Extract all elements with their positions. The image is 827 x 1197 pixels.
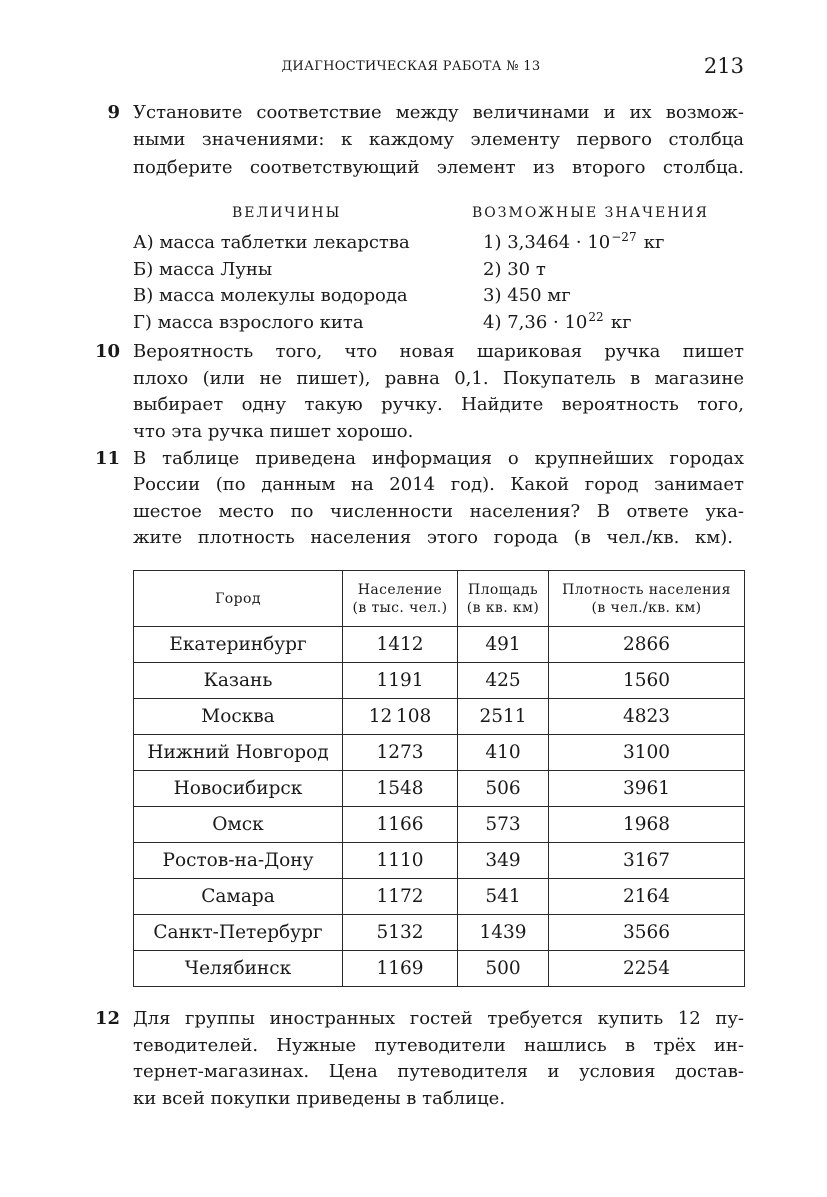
matching-headers (0, 204, 827, 222)
table-row (134, 879, 745, 915)
table-row (134, 951, 745, 987)
city-cell: Ростов-на-Дону (134, 843, 343, 879)
quantity-item: Г) масса взрослого кита (133, 312, 364, 334)
text-line: ки всей покупки приведены в таблице. (133, 1088, 506, 1110)
problem-text (133, 1006, 744, 1113)
population-cell: 1548 (343, 771, 458, 807)
population-cell: 1166 (343, 807, 458, 843)
values-column (483, 230, 744, 337)
area-cell: 410 (458, 735, 549, 771)
text-line: жите плотность населения этого города (в чел./кв. км). (133, 527, 733, 549)
population-cell: 1110 (343, 843, 458, 879)
area-cell: 573 (458, 807, 549, 843)
value-exponent: 22 (588, 310, 604, 325)
problem-number: 10 (94, 341, 120, 362)
area-cell: 425 (458, 663, 549, 699)
density-cell: 3167 (549, 843, 745, 879)
area-cell: 349 (458, 843, 549, 879)
text-line: тернет-магазинах. Цена путеводителя и условия достав- (133, 1061, 744, 1083)
area-cell: 491 (458, 627, 549, 663)
table-row (134, 915, 745, 951)
text-line: выбирает одну такую ручку. Найдите вероятность того, (133, 394, 744, 416)
text-line: ными значениями: к каждому элементу первого столбца (133, 129, 744, 151)
value-base: 1) 3,3464 · 10 (483, 232, 611, 253)
area-cell: 500 (458, 951, 549, 987)
table-row (134, 627, 745, 663)
quantity-item: В) масса молекулы водорода (133, 285, 408, 307)
text-line: В таблице приведена информация о крупнейших городах (133, 448, 744, 469)
density-cell: 3961 (549, 771, 745, 807)
problem-number: 12 (94, 1008, 120, 1029)
text-line: Установите соответствие между величинами и их возмож- (133, 102, 744, 123)
value-base: 3) 450 мг (483, 285, 571, 307)
text-line: подберите соответствующий элемент из второго столбца. (133, 156, 744, 178)
problem-text (133, 446, 744, 552)
quantities-header: ВЕЛИЧИНЫ (232, 205, 342, 221)
population-cell: 1273 (343, 735, 458, 771)
population-cell: 1191 (343, 663, 458, 699)
area-cell: 2511 (458, 699, 549, 735)
density-cell: 3100 (549, 735, 745, 771)
value-item (483, 283, 744, 310)
problem-text (133, 99, 744, 181)
population-cell: 1172 (343, 879, 458, 915)
value-item (483, 310, 744, 337)
header-line: (в тыс. чел.) (352, 599, 448, 616)
text-line: теводителей. Нужные путеводители нашлись в трёх ин- (133, 1034, 744, 1056)
text-line: шестое место по численности населения? В ответе ука- (133, 500, 744, 522)
header-line: (в кв. км) (466, 599, 540, 616)
column-header-area (458, 571, 549, 627)
cities-table (133, 570, 745, 987)
value-unit: кг (643, 232, 665, 253)
value-unit: кг (610, 312, 632, 334)
density-cell: 1560 (549, 663, 745, 699)
header-line: Население (357, 581, 443, 598)
density-cell: 3566 (549, 915, 745, 951)
city-cell: Самара (134, 879, 343, 915)
column-header-city (134, 571, 343, 627)
table-row (134, 771, 745, 807)
area-cell: 541 (458, 879, 549, 915)
city-cell: Омск (134, 807, 343, 843)
problem-number: 9 (107, 102, 120, 123)
text-line: Вероятность того, что новая шариковая ручка пишет (133, 341, 744, 362)
city-cell: Казань (134, 663, 343, 699)
running-head: ДИАГНОСТИЧЕСКАЯ РАБОТА № 13 (281, 59, 541, 74)
population-cell: 5132 (343, 915, 458, 951)
table-row (134, 735, 745, 771)
text-line: что эта ручка пишет хорошо. (133, 421, 414, 443)
values-header: ВОЗМОЖНЫЕ ЗНАЧЕНИЯ (472, 205, 709, 221)
value-base: 2) 30 т (483, 258, 546, 280)
page-number: 213 (703, 54, 744, 78)
population-cell: 12 108 (343, 699, 458, 735)
value-item (483, 257, 744, 284)
city-cell: Нижний Новгород (134, 735, 343, 771)
city-cell: Санкт-Петербург (134, 915, 343, 951)
text-line: плохо (или не пишет), равна 0,1. Покупатель в магазине (133, 367, 744, 389)
population-cell: 1412 (343, 627, 458, 663)
table-row (134, 699, 745, 735)
header-line: Площадь (468, 581, 538, 598)
value-exponent: −27 (611, 230, 637, 244)
table-row (134, 807, 745, 843)
value-base: 4) 7,36 · 10 (483, 312, 588, 334)
text-line: Для группы иностранных гостей требуется купить 12 пу- (133, 1008, 744, 1029)
problem-text (133, 339, 744, 446)
table-header-row (134, 571, 745, 627)
city-cell: Новосибирск (134, 771, 343, 807)
problem-number: 11 (94, 448, 120, 469)
table-row (134, 843, 745, 879)
area-cell: 1439 (458, 915, 549, 951)
density-cell: 2866 (549, 627, 745, 663)
quantities-column (133, 230, 478, 337)
density-cell: 2254 (549, 951, 745, 987)
column-header-population (343, 571, 458, 627)
city-cell: Челябинск (134, 951, 343, 987)
city-cell: Екатеринбург (134, 627, 343, 663)
header-line: (в чел./кв. км) (591, 599, 702, 616)
density-cell: 1968 (549, 807, 745, 843)
density-cell: 2164 (549, 879, 745, 915)
density-cell: 4823 (549, 699, 745, 735)
city-cell: Москва (134, 699, 343, 735)
area-cell: 506 (458, 771, 549, 807)
header-line: Город (215, 590, 261, 607)
quantity-item: Б) масса Луны (133, 258, 273, 280)
quantity-item: А) масса таблетки лекарства (133, 232, 410, 253)
table-row (134, 663, 745, 699)
population-cell: 1169 (343, 951, 458, 987)
text-line: России (по данным на 2014 год). Какой город занимает (133, 474, 744, 496)
value-item (483, 230, 744, 257)
column-header-density (549, 571, 745, 627)
header-line: Плотность населения (562, 581, 731, 598)
